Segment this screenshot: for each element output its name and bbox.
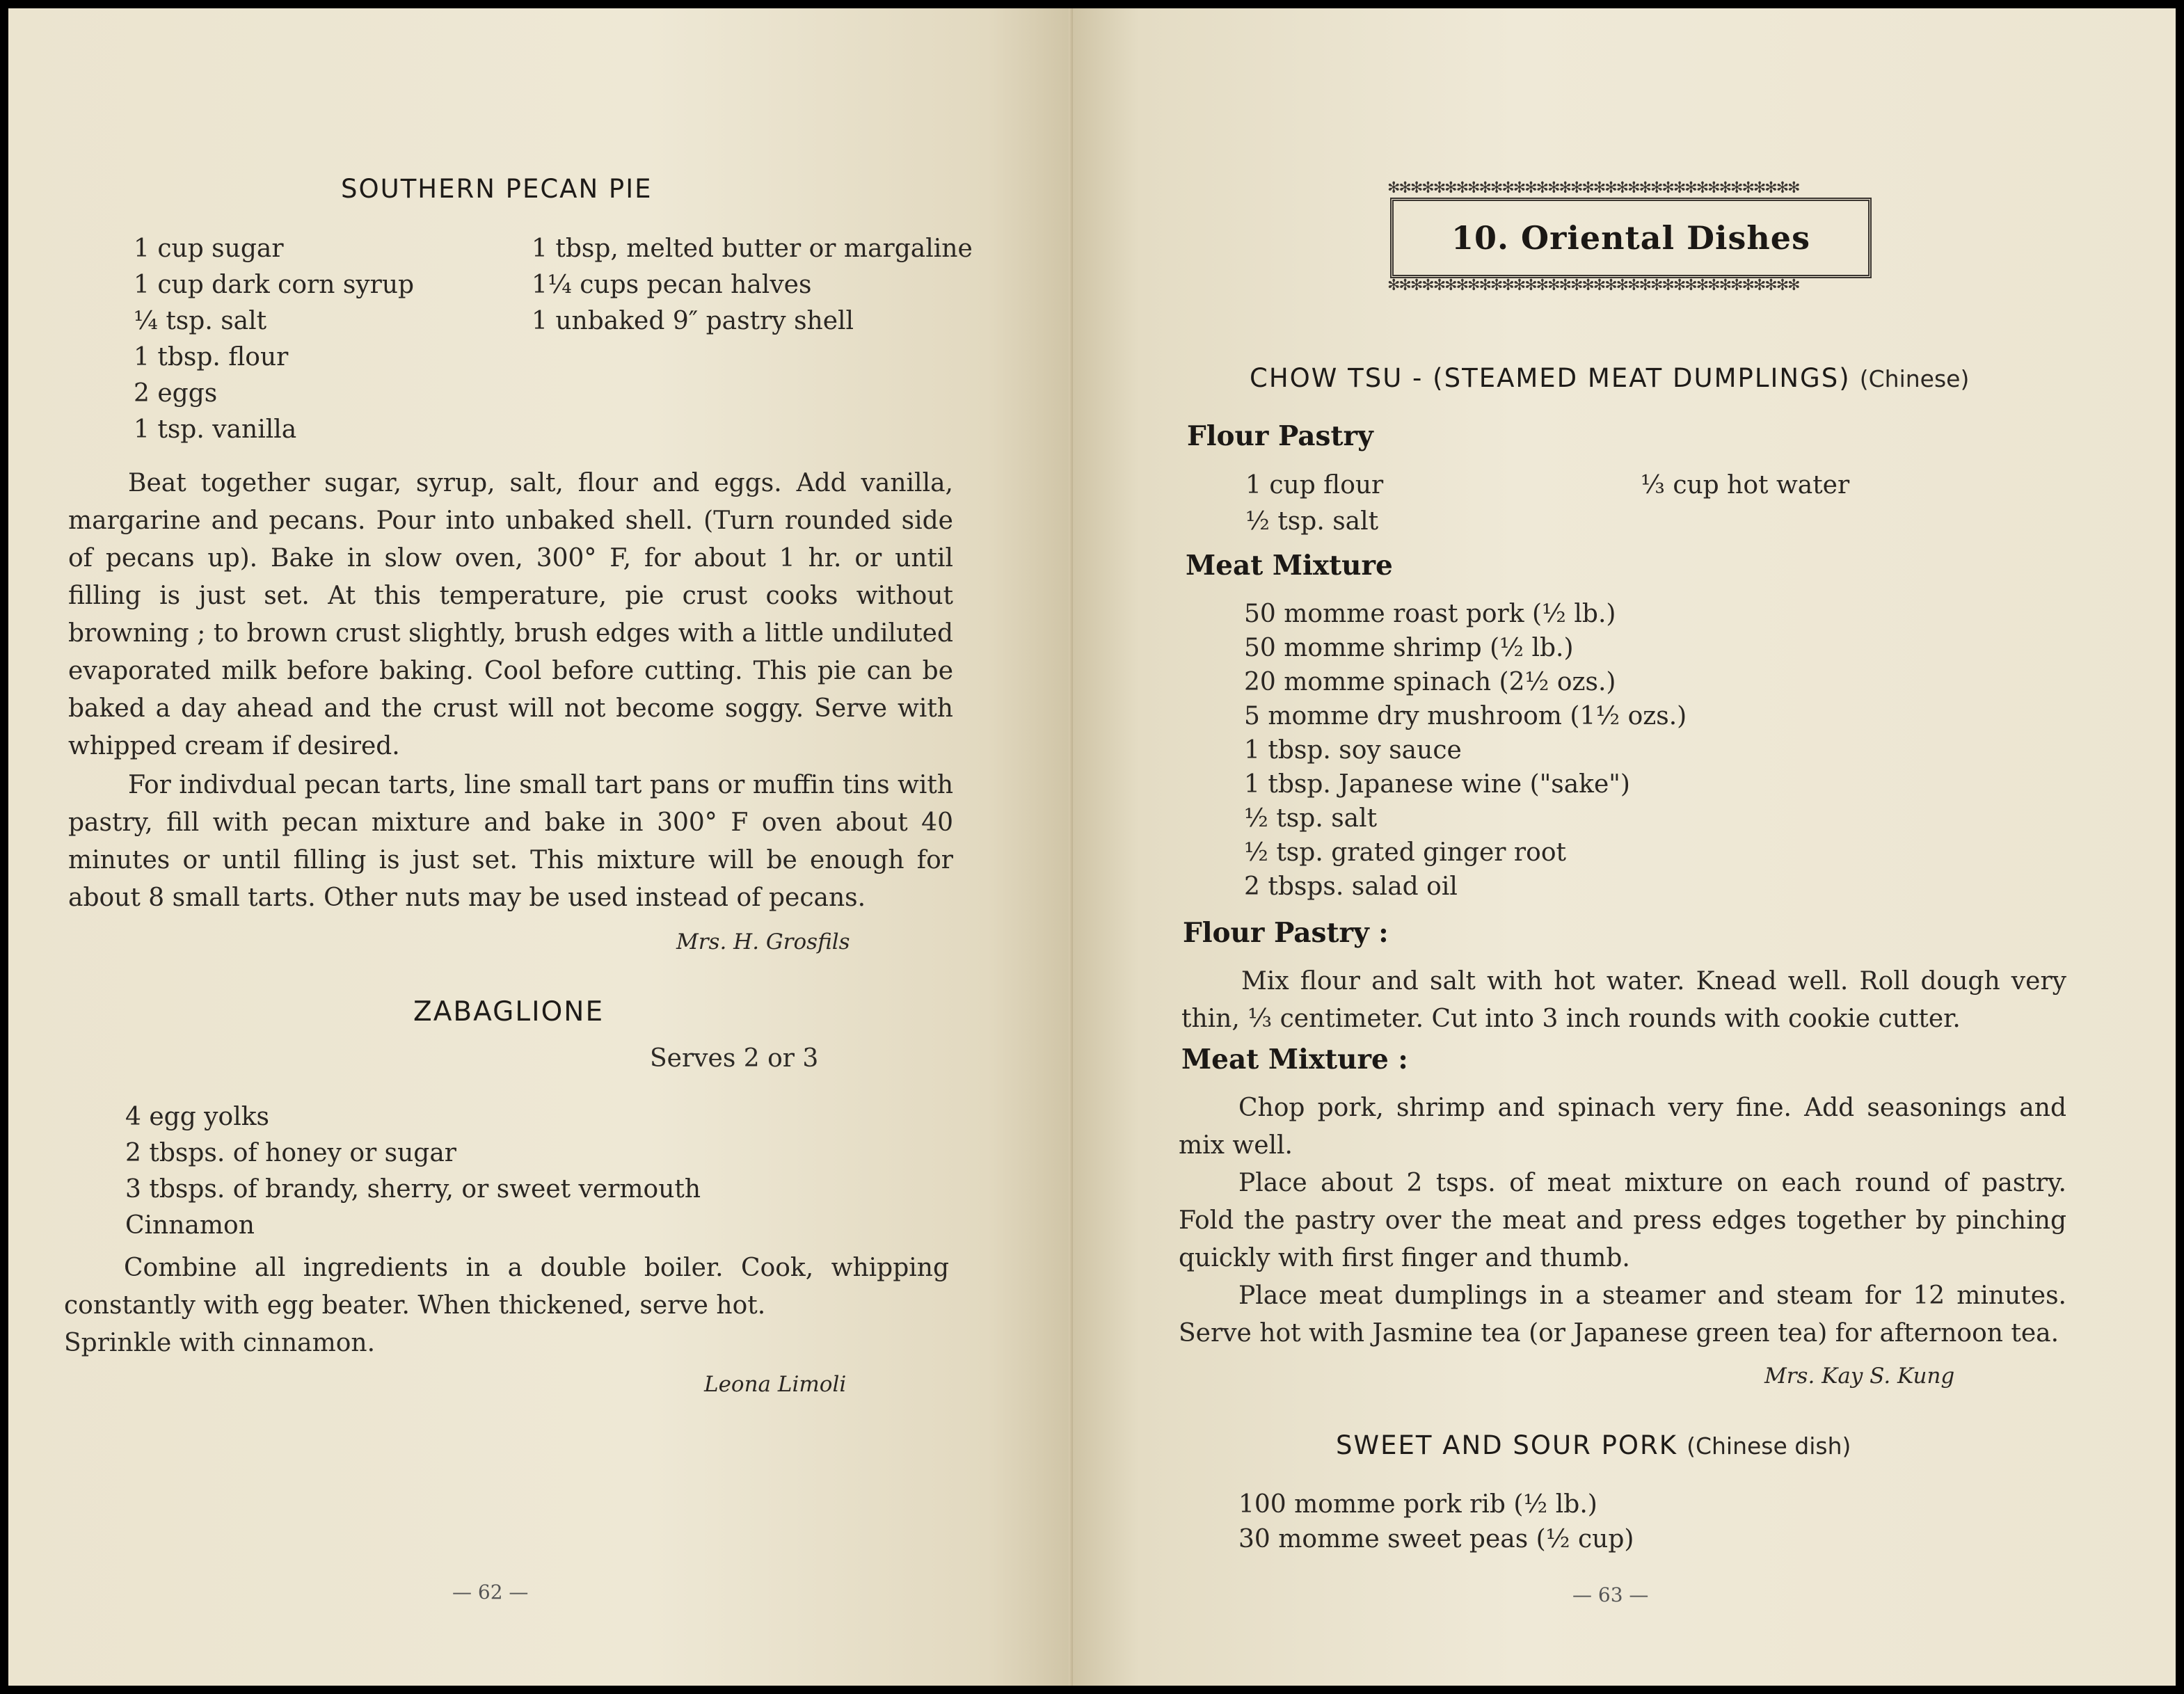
pecan-pie-ingredients-col1 — [134, 231, 414, 448]
zabaglione-instructions: Combine all ingredients in a double boiler. Cook, whipping constantly with egg beater. When thickened, serve hot. — [64, 1254, 949, 1320]
zabaglione-ingredients — [125, 1099, 701, 1244]
ingredient: 100 momme pork rib (½ lb.) — [1238, 1490, 1597, 1519]
zabaglione-title: ZABAGLIONE — [413, 996, 605, 1028]
ingredient: 1 cup flour — [1245, 471, 1384, 500]
chapter-title-frame — [1390, 198, 1872, 278]
ingredient: 1 cup sugar — [134, 234, 284, 263]
ingredient: 3 tbsps. of brandy, sherry, or sweet vermouth — [125, 1175, 701, 1204]
flour-ingredients-col1 — [1245, 468, 1383, 540]
ingredient: 1 tbsp. soy sauce — [1244, 736, 1462, 765]
left-page-number: — 62 — — [452, 1581, 529, 1604]
ingredient: ¼ tsp. salt — [134, 307, 267, 335]
ingredient: 1 unbaked 9″ pastry shell — [532, 307, 854, 335]
ingredient: Cinnamon — [125, 1211, 255, 1240]
pecan-pie-signature: Mrs. H. Grosfils — [676, 929, 850, 954]
sweet-sour-pork-ingredients — [1238, 1487, 1634, 1557]
pecan-pie-title: SOUTHERN PECAN PIE — [341, 174, 653, 204]
star-border-icon: ✻✻✻✻✻✻✻✻✻✻✻✻✻✻✻✻✻✻✻✻✻✻✻✻✻✻✻✻✻✻✻✻✻✻✻✻ — [1387, 277, 1799, 294]
ingredient: 20 momme spinach (2½ ozs.) — [1244, 668, 1616, 696]
chow-tsu-title-note: (Chinese) — [1859, 365, 1970, 392]
flour-ingredients-col2 — [1641, 468, 1849, 504]
ingredient: ½ tsp. salt — [1245, 507, 1379, 536]
ingredient: 4 egg yolks — [125, 1103, 269, 1131]
zabaglione-signature: Leona Limoli — [704, 1372, 847, 1397]
ingredient: 1 tbsp. Japanese wine ("sake") — [1244, 770, 1630, 799]
ingredient: 1 tbsp. flour — [134, 343, 289, 371]
ingredient: 1 cup dark corn syrup — [134, 271, 415, 299]
chow-tsu-title: CHOW TSU - (STEAMED MEAT DUMPLINGS) — [1250, 363, 1851, 393]
chapter-title: 10. Oriental Dishes — [1451, 219, 1810, 257]
ingredient: ½ tsp. grated ginger root — [1244, 838, 1566, 867]
flour-pastry-heading: Flour Pastry — [1187, 420, 1373, 452]
ingredient: 50 momme shrimp (½ lb.) — [1244, 634, 1574, 662]
sweet-sour-pork-title-note: (Chinese dish) — [1687, 1432, 1851, 1460]
chapter-title-box — [1387, 179, 1874, 294]
ingredient: 1 tsp. vanilla — [134, 415, 297, 444]
zabaglione-serves: Serves 2 or 3 — [650, 1044, 819, 1073]
meat-mixture-step-3: Place meat dumplings in a steamer and steam for 12 minutes. Serve hot with Jasmine tea (or Japanese green tea) for afternoon tea. — [1179, 1281, 2066, 1348]
meat-mixture-step-heading: Meat Mixture : — [1181, 1044, 1408, 1076]
pecan-pie-ingredients-col2 — [532, 231, 973, 339]
sweet-sour-pork-title-row — [1336, 1430, 1851, 1460]
ingredient: 2 tbsps. of honey or sugar — [125, 1139, 457, 1167]
right-page-number: — 63 — — [1572, 1583, 1649, 1606]
ingredient: 2 eggs — [134, 379, 218, 408]
ingredient: 5 momme dry mushroom (1½ ozs.) — [1244, 702, 1687, 730]
star-border-icon: ✻✻✻✻✻✻✻✻✻✻✻✻✻✻✻✻✻✻✻✻✻✻✻✻✻✻✻✻✻✻✻✻✻✻✻✻ — [1387, 179, 1799, 197]
flour-pastry-step-heading: Flour Pastry : — [1183, 917, 1389, 949]
ingredient: 1¼ cups pecan halves — [532, 271, 812, 299]
chow-tsu-signature: Mrs. Kay S. Kung — [1764, 1364, 1955, 1389]
ingredient: 50 momme roast pork (½ lb.) — [1244, 600, 1616, 628]
ingredient: ½ tsp. salt — [1244, 804, 1378, 833]
sweet-sour-pork-title: SWEET AND SOUR PORK — [1336, 1430, 1677, 1460]
pecan-pie-instructions: Beat together sugar, syrup, salt, flour and eggs. Add vanilla, margarine and pecans. Pour into unbaked shell. (Turn rounded side of pecans up). Bake in slow oven, 300° F, for about 1 hr. or until filling is just set. At this temperature, pie crust cooks without browning ; to brown crust slightly, brush edges with a little undiluted evaporated milk before baking. Cool before cutting. This pie can be baked a day ahead and the crust will not become soggy. Serve with whipped cream if desired. — [68, 469, 953, 760]
chow-tsu-title-row — [1250, 363, 1969, 393]
meat-ingredients — [1244, 597, 1687, 904]
ingredient: 2 tbsps. salad oil — [1244, 872, 1458, 901]
ingredient: ⅓ cup hot water — [1641, 471, 1850, 500]
pecan-tarts-instructions: For indivdual pecan tarts, line small tart pans or muffin tins with pastry, fill with pecan mixture and bake in 300° F oven about 40 minutes or until filling is just set. This mixture will be enough for about 8 small tarts. Other nuts may be used instead of pecans. — [68, 771, 953, 912]
ingredient: 30 momme sweet peas (½ cup) — [1238, 1525, 1634, 1553]
meat-mixture-step-1: Chop pork, shrimp and spinach very fine. Add seasonings and mix well. — [1179, 1094, 2066, 1160]
meat-mixture-step-2: Place about 2 tsps. of meat mixture on each round of pastry. Fold the pastry over the meat and press edges together by pinching quickly with first finger and thumb. — [1179, 1169, 2066, 1272]
flour-pastry-step: Mix flour and salt with hot water. Knead well. Roll dough very thin, ⅓ centimeter. Cut into 3 inch rounds with cookie cutter. — [1181, 967, 2066, 1033]
zabaglione-instructions-last: Sprinkle with cinnamon. — [64, 1329, 376, 1357]
ingredient: 1 tbsp, melted butter or margaline — [532, 234, 973, 263]
meat-mixture-heading: Meat Mixture — [1186, 550, 1393, 582]
